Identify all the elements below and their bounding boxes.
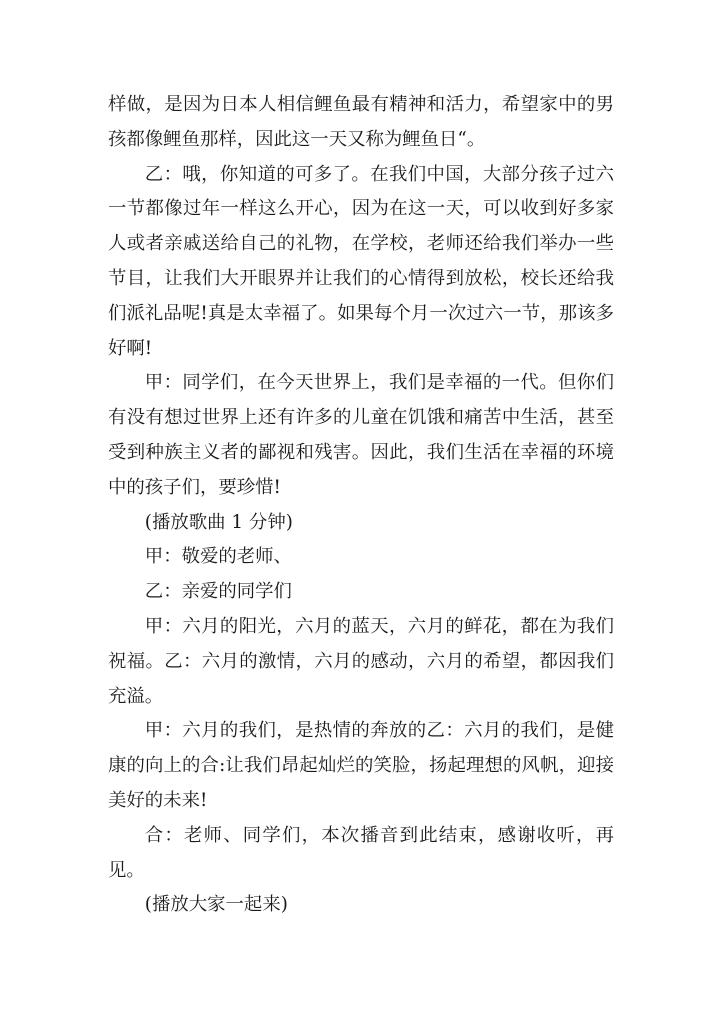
paragraph: 甲：敬爱的老师、 — [144, 546, 292, 568]
paragraph: 甲：六月的我们，是热情的奔放的乙：六月的我们，是健康的向上的合:让我们昂起灿烂的笑脸，扬起理想的风帆，迎接美好的未来! — [108, 720, 614, 811]
document-body — [108, 88, 614, 923]
paragraph: 乙：哦，你知道的可多了。在我们中国，大部分孩子过六一节都像过年一样这么开心，因为在这一天，可以收到好多家人或者亲戚送给自己的礼物，在学校，老师还给我们举办一些节目，让我们大开眼界并让我们的心情得到放松，校长还给我们派礼品呢!真是太幸福了。如果每个月一次过六一节，那该多好啊! — [108, 163, 614, 359]
paragraph: 合：老师、同学们，本次播音到此结束，感谢收听，再见。 — [108, 824, 614, 881]
paragraph: 样做，是因为日本人相信鲤鱼最有精神和活力，希望家中的男孩都像鲤鱼那样，因此这一天又称为鲤鱼日“。 — [108, 94, 614, 150]
paragraph: (播放大家一起来) — [144, 894, 288, 916]
paragraph: 甲：六月的阳光，六月的蓝天，六月的鲜花，都在为我们祝福。乙：六月的激情，六月的感动，六月的希望，都因我们充溢。 — [108, 615, 614, 707]
paragraph: 乙：亲爱的同学们 — [144, 581, 292, 603]
paragraph: (播放歌曲 1 分钟) — [144, 511, 293, 533]
paragraph: 甲：同学们，在今天世界上，我们是幸福的一代。但你们有没有想过世界上还有许多的儿童在饥饿和痛苦中生活，甚至受到种族主义者的鄙视和残害。因此，我们生活在幸福的环境中的孩子们，要珍惜! — [108, 372, 614, 498]
